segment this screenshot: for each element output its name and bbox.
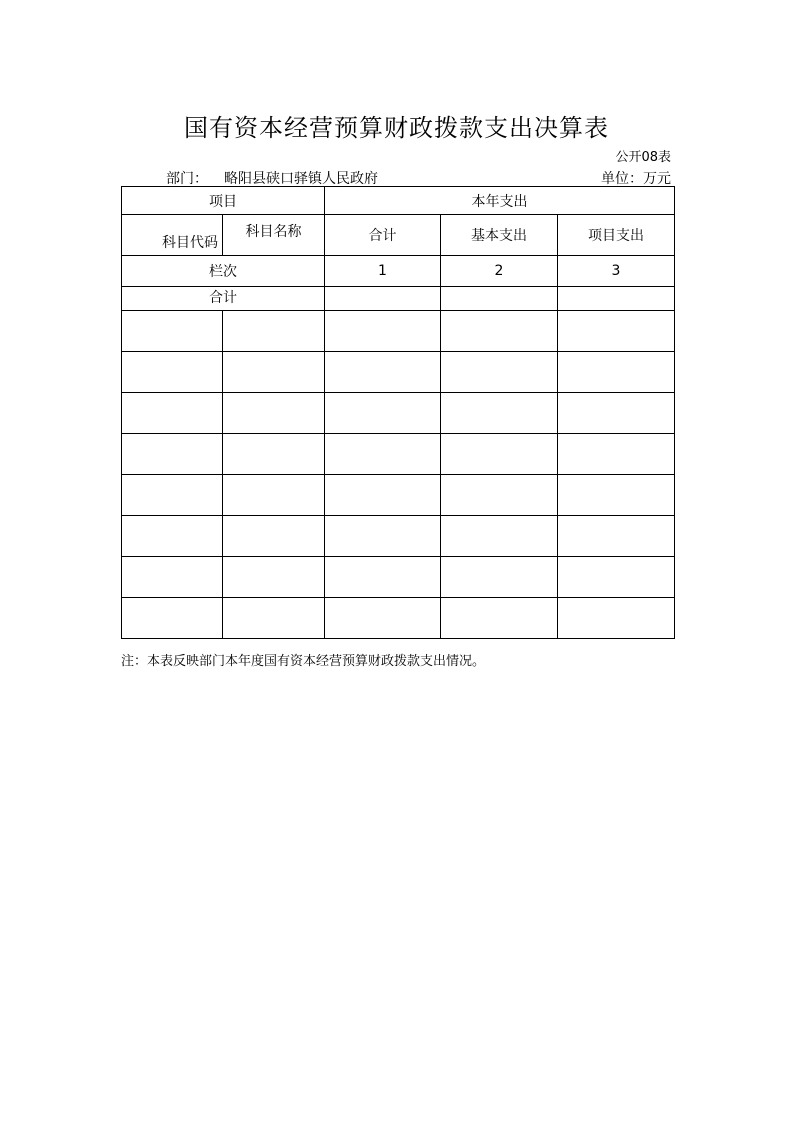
cell-basic — [441, 516, 558, 557]
col-name-header — [223, 215, 325, 256]
table-row — [122, 475, 675, 516]
index-row-label: 栏次 — [122, 256, 325, 287]
header-row-2 — [122, 215, 675, 256]
cell-code — [122, 557, 223, 598]
cell-project — [558, 434, 675, 475]
index-3: 3 — [558, 256, 675, 287]
cell-total — [325, 516, 441, 557]
cell-project — [558, 393, 675, 434]
table-row — [122, 598, 675, 639]
cell-name — [223, 557, 325, 598]
header-expense: 本年支出 — [325, 187, 675, 215]
table-row — [122, 557, 675, 598]
cell-basic — [441, 393, 558, 434]
cell-total — [325, 393, 441, 434]
cell-code — [122, 434, 223, 475]
total-row-label-cell — [122, 287, 325, 311]
col-project-header: 项目支出 — [558, 215, 675, 256]
cell-project — [558, 516, 675, 557]
cell-basic — [441, 598, 558, 639]
cell-code — [122, 516, 223, 557]
cell-basic — [441, 475, 558, 516]
table-row — [122, 434, 675, 475]
cell-basic — [441, 311, 558, 352]
cell-name — [223, 352, 325, 393]
cell-total — [325, 311, 441, 352]
page-title: 国有资本经营预算财政拨款支出决算表 — [184, 114, 609, 142]
cell-project — [558, 352, 675, 393]
table-row — [122, 393, 675, 434]
total-basic — [441, 287, 558, 311]
cell-name — [223, 393, 325, 434]
total-total — [325, 287, 441, 311]
index-2: 2 — [441, 256, 558, 287]
cell-code — [122, 352, 223, 393]
form-code: 公开08表 — [615, 150, 671, 165]
index-1: 1 — [325, 256, 441, 287]
total-row-label: 合计 — [209, 289, 237, 306]
cell-basic — [441, 434, 558, 475]
index-row — [122, 256, 675, 287]
cell-total — [325, 475, 441, 516]
total-row — [122, 287, 675, 311]
cell-name — [223, 516, 325, 557]
col-basic-header: 基本支出 — [441, 215, 558, 256]
cell-project — [558, 475, 675, 516]
cell-basic — [441, 557, 558, 598]
cell-code — [122, 393, 223, 434]
table-row — [122, 352, 675, 393]
total-project — [558, 287, 675, 311]
table-row — [122, 516, 675, 557]
department-label: 部门： — [166, 171, 208, 187]
cell-name — [223, 311, 325, 352]
cell-name — [223, 598, 325, 639]
department-line — [166, 168, 378, 188]
cell-name — [223, 434, 325, 475]
col-code-label: 科目代码 — [162, 235, 218, 251]
cell-project — [558, 598, 675, 639]
cell-name — [223, 475, 325, 516]
header-row-1 — [122, 187, 675, 215]
cell-total — [325, 352, 441, 393]
cell-total — [325, 598, 441, 639]
col-name-label: 科目名称 — [245, 224, 302, 240]
unit-label: 单位：万元 — [601, 171, 671, 187]
footnote: 注：本表反映部门本年度国有资本经营预算财政拨款支出情况。 — [121, 654, 486, 669]
header-item: 项目 — [122, 187, 325, 215]
cell-code — [122, 598, 223, 639]
cell-code — [122, 475, 223, 516]
department-value: 略阳县硖口驿镇人民政府 — [224, 171, 378, 187]
cell-total — [325, 434, 441, 475]
cell-code — [122, 311, 223, 352]
col-code-header — [122, 215, 223, 256]
table-row — [122, 311, 675, 352]
cell-basic — [441, 352, 558, 393]
cell-project — [558, 311, 675, 352]
cell-total — [325, 557, 441, 598]
col-total-header: 合计 — [325, 215, 441, 256]
cell-project — [558, 557, 675, 598]
budget-table — [121, 186, 675, 639]
